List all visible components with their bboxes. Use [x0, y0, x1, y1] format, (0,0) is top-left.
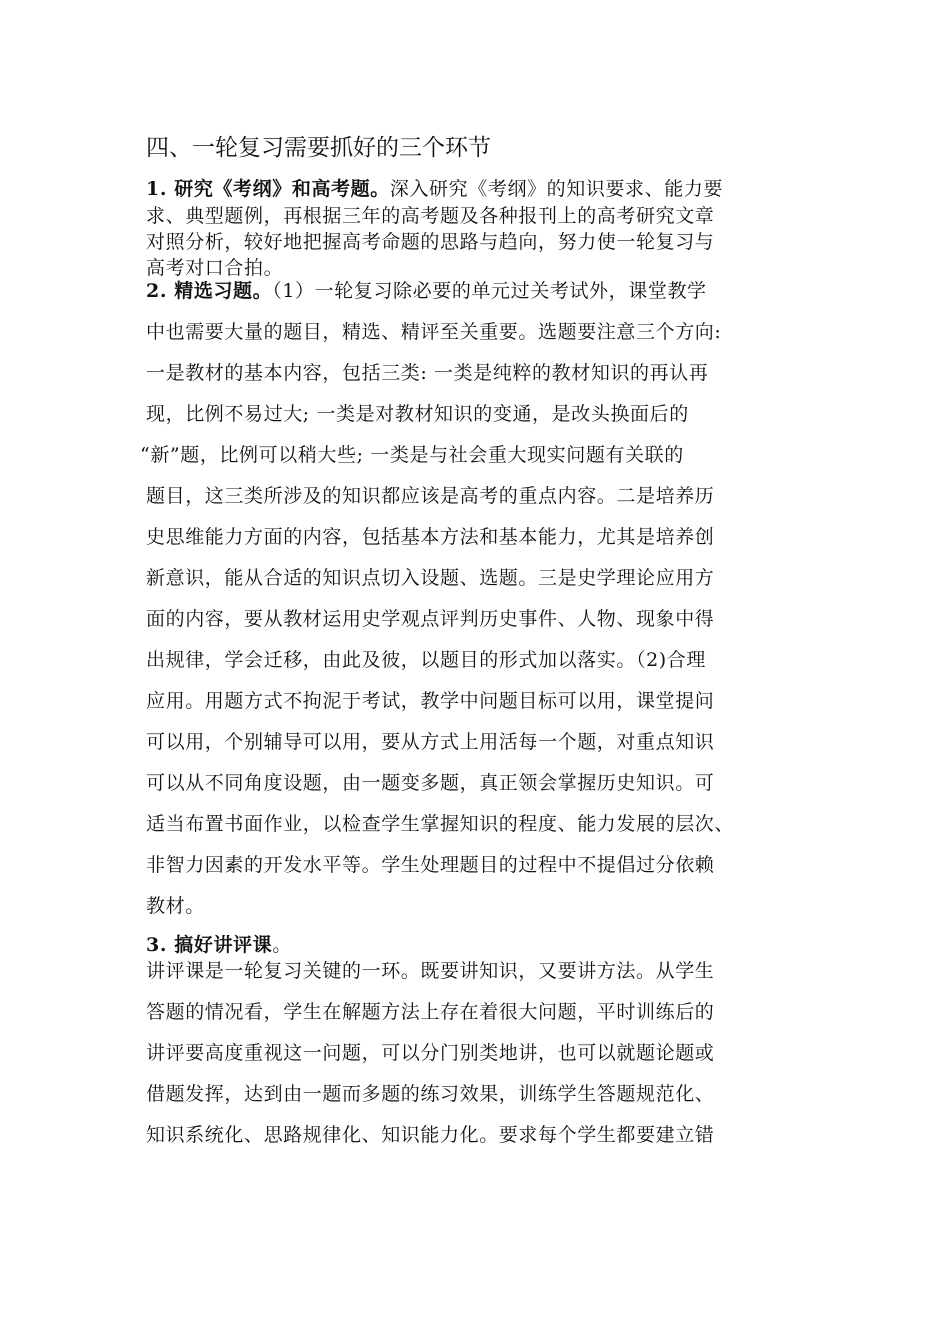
section2-line-3: 一是教材的基本内容，包括三类: 一类是纯粹的教材知识的再认再	[146, 362, 709, 384]
section1-text: 深入研究《考纲》的知识要求、能力要	[389, 178, 724, 200]
section1-line-2: 求、典型题例，再根据三年的高考题及各种报刊上的高考研究文章	[146, 205, 715, 227]
section2-line-12: 可以用，个别辅导可以用，要从方式上用活每一个题，对重点知识	[146, 731, 715, 753]
section2-line-5: “新”题，比例可以稍大些; 一类是与社会重大现实问题有关联的	[140, 444, 684, 466]
section2-line-15: 非智力因素的开发水平等。学生处理题目的过程中不提倡过分依赖	[146, 854, 715, 876]
section3-line-4: 讲评要高度重视这一问题，可以分门别类地讲，也可以就题论题或	[146, 1042, 715, 1064]
section2-line-2: 中也需要大量的题目，精选、精评至关重要。选题要注意三个方向:	[146, 321, 722, 343]
section2-line-16: 教材。	[146, 895, 205, 917]
section2-line-1	[146, 278, 707, 304]
section1-lead: 1. 研究《考纲》和高考题。	[146, 178, 390, 200]
section-heading: 四、一轮复习需要抓好的三个环节	[146, 135, 491, 161]
section2-lead: 2. 精选习题。	[146, 280, 273, 302]
section2-line-14: 适当布置书面作业，以检查学生掌握知识的程度、能力发展的层次、	[146, 813, 735, 835]
section1-line-4: 高考对口合拍。	[146, 257, 284, 279]
section2-line-11: 应用。用题方式不拘泥于考试，教学中问题目标可以用，课堂提问	[146, 690, 715, 712]
section3-line-2: 讲评课是一轮复习关键的一环。既要讲知识，又要讲方法。从学生	[146, 960, 715, 982]
section1-line-1	[146, 176, 723, 202]
section1-line-3: 对照分析，较好地把握高考命题的思路与趋向，努力使一轮复习与	[146, 231, 715, 253]
section3-line-3: 答题的情况看，学生在解题方法上存在着很大问题，平时训练后的	[146, 1001, 715, 1023]
section2-line-9: 面的内容，要从教材运用史学观点评判历史事件、人物、现象中得	[146, 608, 715, 630]
section2-line-13: 可以从不同角度设题，由一题变多题，真正领会掌握历史知识。可	[146, 772, 715, 794]
section3-line-5: 借题发挥，达到由一题而多题的练习效果，训练学生答题规范化、	[146, 1083, 715, 1105]
section3-line-6: 知识系统化、思路规律化、知识能力化。要求每个学生都要建立错	[146, 1124, 715, 1146]
section2-line-6: 题目，这三类所涉及的知识都应该是高考的重点内容。二是培养历	[146, 485, 715, 507]
section2-line-8: 新意识，能从合适的知识点切入设题、选题。三是史学理论应用方	[146, 567, 715, 589]
section2-line-4: 现，比例不易过大; 一类是对教材知识的变通，是改头换面后的	[146, 403, 689, 425]
section2-line-10: 出规律，学会迁移，由此及彼，以题目的形式加以落实。（2)合理	[146, 649, 707, 671]
section3-lead-tail: 。	[272, 934, 292, 956]
section3-line-1	[146, 932, 292, 958]
section3-lead: 3. 搞好讲评课	[146, 934, 273, 956]
section2-line-7: 史思维能力方面的内容，包括基本方法和基本能力，尤其是培养创	[146, 526, 715, 548]
section2-text: （1）一轮复习除必要的单元过关考试外，课堂教学	[272, 280, 707, 302]
